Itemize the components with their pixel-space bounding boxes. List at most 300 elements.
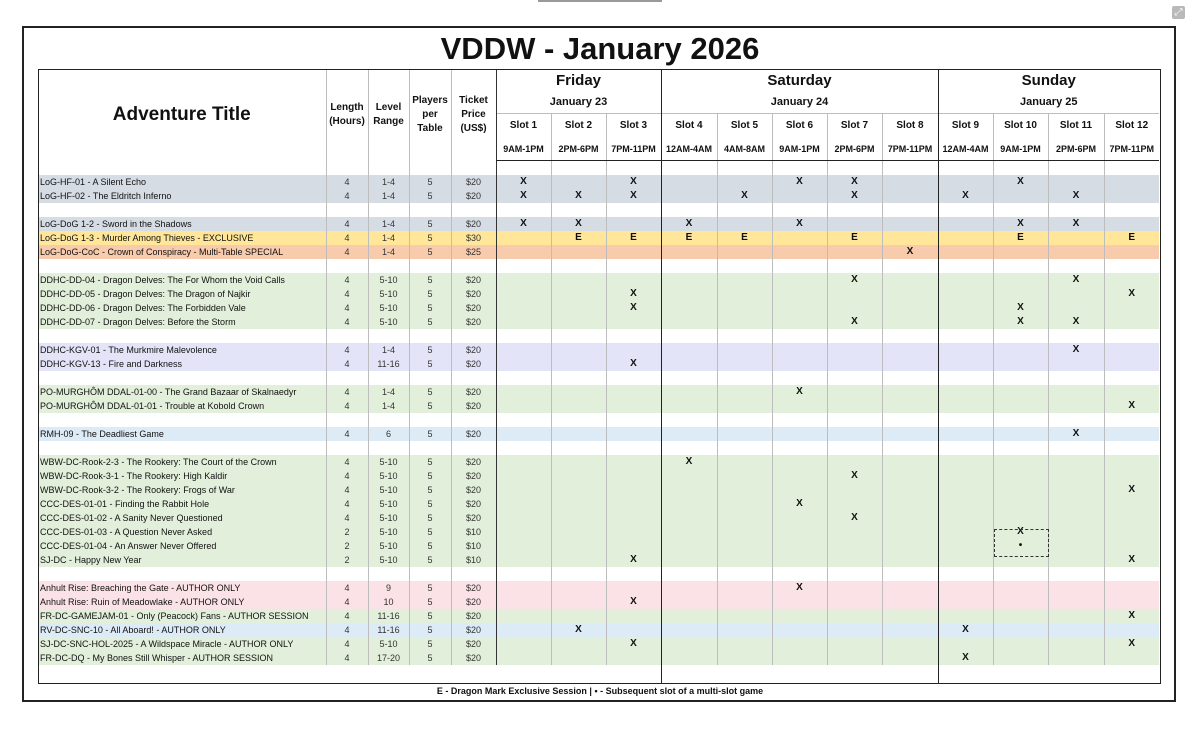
adventure-row[interactable] [38,553,1159,567]
slot-cell[interactable] [717,287,772,301]
slot-cell[interactable] [993,553,1048,567]
slot-cell[interactable] [827,287,882,301]
slot-cell[interactable]: X [1104,483,1159,497]
slot-cell[interactable] [1048,357,1104,371]
slot-cell[interactable] [551,273,606,287]
slot-cell[interactable] [661,343,717,357]
slot-cell[interactable] [496,301,551,315]
adventure-row[interactable] [38,609,1159,623]
slot-cell[interactable]: X [993,175,1048,189]
slot-cell[interactable] [772,357,827,371]
slot-cell[interactable] [717,651,772,665]
slot-cell[interactable] [827,637,882,651]
slot-cell[interactable] [717,595,772,609]
slot-cell[interactable] [661,483,717,497]
slot-cell[interactable]: X [938,623,993,637]
slot-cell[interactable] [1104,301,1159,315]
slot-cell[interactable] [772,595,827,609]
slot-cell[interactable]: X [606,189,661,203]
slot-cell[interactable] [827,595,882,609]
slot-cell[interactable] [661,581,717,595]
slot-cell[interactable] [717,623,772,637]
adventure-row[interactable] [38,455,1159,469]
slot-cell[interactable] [606,315,661,329]
slot-cell[interactable] [606,343,661,357]
slot-cell[interactable] [1048,385,1104,399]
slot-cell[interactable] [717,483,772,497]
slot-cell[interactable]: X [1048,273,1104,287]
slot-cell[interactable] [938,273,993,287]
slot-cell[interactable] [1104,595,1159,609]
slot-cell[interactable] [1048,469,1104,483]
slot-cell[interactable] [661,497,717,511]
slot-cell[interactable] [717,497,772,511]
slot-cell[interactable] [772,651,827,665]
slot-cell[interactable] [827,497,882,511]
slot-cell[interactable]: X [772,385,827,399]
slot-cell[interactable] [717,315,772,329]
slot-cell[interactable] [1048,651,1104,665]
slot-cell[interactable]: X [1048,189,1104,203]
slot-cell[interactable] [772,511,827,525]
slot-cell[interactable]: X [882,245,938,259]
slot-cell[interactable] [882,217,938,231]
slot-cell[interactable] [938,455,993,469]
adventure-row[interactable] [38,245,1159,259]
slot-cell[interactable] [882,651,938,665]
slot-cell[interactable] [551,497,606,511]
slot-cell[interactable]: X [1048,315,1104,329]
slot-cell[interactable] [717,217,772,231]
slot-cell[interactable] [551,483,606,497]
slot-cell[interactable] [993,483,1048,497]
slot-cell[interactable]: X [606,637,661,651]
slot-cell[interactable] [1048,399,1104,413]
slot-cell[interactable] [661,539,717,553]
slot-cell[interactable] [993,427,1048,441]
adventure-row[interactable] [38,189,1159,203]
slot-cell[interactable] [1048,301,1104,315]
slot-cell[interactable] [827,385,882,399]
slot-cell[interactable] [938,637,993,651]
slot-cell[interactable] [1048,539,1104,553]
slot-cell[interactable] [1104,581,1159,595]
slot-cell[interactable] [938,399,993,413]
slot-cell[interactable] [606,651,661,665]
slot-cell[interactable]: X [993,315,1048,329]
slot-cell[interactable]: X [827,315,882,329]
slot-cell[interactable] [1048,581,1104,595]
slot-cell[interactable] [882,231,938,245]
slot-cell[interactable] [551,553,606,567]
slot-cell[interactable] [1104,623,1159,637]
slot-cell[interactable]: E [551,231,606,245]
slot-cell[interactable] [827,581,882,595]
slot-cell[interactable] [496,581,551,595]
slot-cell[interactable] [993,637,1048,651]
slot-cell[interactable]: X [772,217,827,231]
slot-cell[interactable] [1104,539,1159,553]
slot-cell[interactable] [993,399,1048,413]
slot-cell[interactable] [882,343,938,357]
slot-cell[interactable] [496,399,551,413]
slot-cell[interactable] [1104,273,1159,287]
slot-cell[interactable] [606,385,661,399]
adventure-row[interactable] [38,637,1159,651]
slot-cell[interactable] [827,301,882,315]
adventure-row[interactable] [38,595,1159,609]
slot-cell[interactable] [606,399,661,413]
slot-cell[interactable] [661,189,717,203]
slot-cell[interactable] [1048,287,1104,301]
slot-cell[interactable] [551,245,606,259]
slot-cell[interactable]: X [1048,343,1104,357]
slot-cell[interactable] [938,385,993,399]
slot-cell[interactable] [717,637,772,651]
slot-cell[interactable]: X [993,301,1048,315]
slot-cell[interactable] [551,357,606,371]
slot-cell[interactable] [606,427,661,441]
slot-cell[interactable] [606,609,661,623]
slot-cell[interactable] [551,511,606,525]
slot-cell[interactable] [496,637,551,651]
slot-cell[interactable] [882,511,938,525]
slot-cell[interactable] [496,385,551,399]
slot-cell[interactable] [551,651,606,665]
slot-cell[interactable] [606,539,661,553]
slot-cell[interactable]: X [827,469,882,483]
slot-cell[interactable]: E [717,231,772,245]
slot-cell[interactable] [993,385,1048,399]
adventure-row[interactable] [38,623,1159,637]
slot-cell[interactable] [772,315,827,329]
slot-cell[interactable] [551,399,606,413]
slot-cell[interactable] [827,245,882,259]
slot-cell[interactable] [661,427,717,441]
slot-cell[interactable] [1048,511,1104,525]
slot-cell[interactable] [772,287,827,301]
slot-cell[interactable] [938,525,993,539]
slot-cell[interactable] [827,623,882,637]
slot-cell[interactable] [993,469,1048,483]
slot-cell[interactable] [1104,427,1159,441]
slot-cell[interactable]: X [1104,637,1159,651]
slot-cell[interactable]: X [606,357,661,371]
slot-cell[interactable] [661,595,717,609]
slot-cell[interactable] [661,175,717,189]
slot-cell[interactable] [938,427,993,441]
slot-cell[interactable] [772,539,827,553]
slot-cell[interactable] [772,231,827,245]
slot-cell[interactable] [1104,217,1159,231]
adventure-row[interactable] [38,217,1159,231]
slot-cell[interactable] [606,525,661,539]
adventure-row[interactable] [38,301,1159,315]
slot-cell[interactable] [496,287,551,301]
slot-cell[interactable] [661,287,717,301]
slot-cell[interactable] [938,581,993,595]
slot-cell[interactable] [661,511,717,525]
adventure-row[interactable] [38,525,1159,539]
slot-cell[interactable] [938,483,993,497]
slot-cell[interactable] [496,553,551,567]
slot-cell[interactable] [882,427,938,441]
slot-cell[interactable] [882,273,938,287]
slot-cell[interactable]: X [551,217,606,231]
slot-cell[interactable] [661,273,717,287]
slot-cell[interactable]: X [551,189,606,203]
slot-cell[interactable] [661,525,717,539]
slot-cell[interactable] [496,315,551,329]
slot-cell[interactable] [938,301,993,315]
slot-cell[interactable] [772,553,827,567]
slot-cell[interactable] [606,217,661,231]
slot-cell[interactable] [661,315,717,329]
slot-cell[interactable] [551,385,606,399]
slot-cell[interactable] [717,581,772,595]
slot-cell[interactable] [1048,497,1104,511]
slot-cell[interactable] [1104,343,1159,357]
slot-cell[interactable] [882,175,938,189]
slot-cell[interactable] [551,343,606,357]
slot-cell[interactable] [1048,455,1104,469]
slot-cell[interactable]: X [1104,609,1159,623]
slot-cell[interactable] [551,595,606,609]
slot-cell[interactable] [993,651,1048,665]
slot-cell[interactable] [717,427,772,441]
slot-cell[interactable] [1104,315,1159,329]
slot-cell[interactable] [993,609,1048,623]
slot-cell[interactable]: X [717,189,772,203]
slot-cell[interactable] [717,245,772,259]
slot-cell[interactable] [993,273,1048,287]
slot-cell[interactable] [717,525,772,539]
slot-cell[interactable] [882,497,938,511]
slot-cell[interactable] [993,357,1048,371]
slot-cell[interactable]: X [1104,399,1159,413]
slot-cell[interactable] [882,581,938,595]
slot-cell[interactable]: X [606,553,661,567]
slot-cell[interactable] [772,273,827,287]
slot-cell[interactable] [717,357,772,371]
slot-cell[interactable] [1104,469,1159,483]
slot-cell[interactable] [1048,623,1104,637]
slot-cell[interactable] [1104,357,1159,371]
slot-cell[interactable] [717,469,772,483]
adventure-row[interactable] [38,651,1159,665]
slot-cell[interactable]: X [993,217,1048,231]
slot-cell[interactable] [496,483,551,497]
slot-cell[interactable] [882,357,938,371]
slot-cell[interactable] [882,385,938,399]
slot-cell[interactable] [661,245,717,259]
slot-cell[interactable] [496,651,551,665]
slot-cell[interactable] [717,175,772,189]
adventure-row[interactable] [38,231,1159,245]
slot-cell[interactable] [551,581,606,595]
slot-cell[interactable] [551,637,606,651]
slot-cell[interactable] [772,301,827,315]
slot-cell[interactable] [496,245,551,259]
slot-cell[interactable] [882,539,938,553]
slot-cell[interactable] [827,525,882,539]
slot-cell[interactable] [661,469,717,483]
slot-cell[interactable] [882,595,938,609]
slot-cell[interactable] [1104,385,1159,399]
slot-cell[interactable] [882,553,938,567]
slot-cell[interactable] [882,637,938,651]
slot-cell[interactable] [661,637,717,651]
slot-cell[interactable] [772,427,827,441]
slot-cell[interactable] [661,301,717,315]
slot-cell[interactable]: X [1104,287,1159,301]
adventure-row[interactable] [38,357,1159,371]
slot-cell[interactable] [606,469,661,483]
slot-cell[interactable] [496,609,551,623]
slot-cell[interactable] [717,273,772,287]
slot-cell[interactable] [938,231,993,245]
slot-cell[interactable] [606,497,661,511]
adventure-row[interactable] [38,511,1159,525]
slot-cell[interactable] [772,343,827,357]
slot-cell[interactable] [1104,511,1159,525]
slot-cell[interactable] [938,595,993,609]
slot-cell[interactable] [717,301,772,315]
slot-cell[interactable] [993,511,1048,525]
slot-cell[interactable] [827,343,882,357]
slot-cell[interactable] [496,623,551,637]
slot-cell[interactable] [772,469,827,483]
slot-cell[interactable] [938,175,993,189]
slot-cell[interactable] [551,469,606,483]
slot-cell[interactable] [993,343,1048,357]
slot-cell[interactable] [551,455,606,469]
slot-cell[interactable] [551,539,606,553]
slot-cell[interactable] [606,455,661,469]
slot-cell[interactable] [551,175,606,189]
slot-cell[interactable]: X [496,175,551,189]
slot-cell[interactable]: X [827,189,882,203]
slot-cell[interactable] [772,525,827,539]
adventure-row[interactable] [38,287,1159,301]
slot-cell[interactable] [938,343,993,357]
slot-cell[interactable] [993,581,1048,595]
slot-cell[interactable] [938,609,993,623]
slot-cell[interactable] [496,427,551,441]
slot-cell[interactable] [1048,609,1104,623]
slot-cell[interactable] [938,245,993,259]
slot-cell[interactable]: X [993,525,1048,539]
slot-cell[interactable] [938,469,993,483]
slot-cell[interactable] [661,385,717,399]
slot-cell[interactable] [496,511,551,525]
slot-cell[interactable] [882,623,938,637]
adventure-row[interactable] [38,315,1159,329]
slot-cell[interactable] [1104,497,1159,511]
adventure-row[interactable] [38,273,1159,287]
slot-cell[interactable] [496,455,551,469]
slot-cell[interactable] [496,273,551,287]
slot-cell[interactable] [882,399,938,413]
slot-cell[interactable]: X [661,455,717,469]
slot-cell[interactable] [1048,525,1104,539]
slot-cell[interactable]: X [496,189,551,203]
slot-cell[interactable] [551,301,606,315]
slot-cell[interactable]: X [772,175,827,189]
slot-cell[interactable]: X [606,175,661,189]
slot-cell[interactable] [661,399,717,413]
slot-cell[interactable] [551,287,606,301]
slot-cell[interactable] [661,609,717,623]
slot-cell[interactable] [1048,245,1104,259]
slot-cell[interactable]: X [661,217,717,231]
slot-cell[interactable] [993,455,1048,469]
slot-cell[interactable] [772,399,827,413]
slot-cell[interactable]: X [1104,553,1159,567]
slot-cell[interactable] [551,315,606,329]
slot-cell[interactable] [661,357,717,371]
slot-cell[interactable]: E [661,231,717,245]
slot-cell[interactable] [827,427,882,441]
adventure-row[interactable] [38,175,1159,189]
slot-cell[interactable] [496,343,551,357]
slot-cell[interactable] [827,217,882,231]
slot-cell[interactable]: X [827,175,882,189]
slot-cell[interactable] [496,525,551,539]
slot-cell[interactable] [827,651,882,665]
slot-cell[interactable] [882,525,938,539]
slot-cell[interactable] [882,469,938,483]
slot-cell[interactable] [827,357,882,371]
slot-cell[interactable] [551,609,606,623]
slot-cell[interactable] [827,455,882,469]
slot-cell[interactable] [1048,637,1104,651]
slot-cell[interactable] [938,287,993,301]
slot-cell[interactable] [772,189,827,203]
slot-cell[interactable] [717,399,772,413]
slot-cell[interactable] [1048,483,1104,497]
slot-cell[interactable] [993,595,1048,609]
adventure-row[interactable] [38,539,1159,553]
slot-cell[interactable] [827,539,882,553]
slot-cell[interactable] [1104,175,1159,189]
adventure-row[interactable] [38,469,1159,483]
adventure-row[interactable] [38,497,1159,511]
slot-cell[interactable] [606,483,661,497]
adventure-row[interactable] [38,399,1159,413]
slot-cell[interactable] [938,553,993,567]
slot-cell[interactable] [938,357,993,371]
slot-cell[interactable] [772,609,827,623]
slot-cell[interactable] [938,497,993,511]
slot-cell[interactable] [772,245,827,259]
slot-cell[interactable] [1048,231,1104,245]
slot-cell[interactable] [606,273,661,287]
adventure-row[interactable] [38,385,1159,399]
slot-cell[interactable] [882,315,938,329]
slot-cell[interactable] [661,623,717,637]
slot-cell[interactable] [1048,595,1104,609]
slot-cell[interactable] [606,511,661,525]
slot-cell[interactable] [1104,455,1159,469]
slot-cell[interactable] [1104,245,1159,259]
slot-cell[interactable] [1104,189,1159,203]
slot-cell[interactable] [1048,175,1104,189]
slot-cell[interactable] [882,189,938,203]
slot-cell[interactable]: X [606,287,661,301]
slot-cell[interactable] [496,595,551,609]
slot-cell[interactable] [882,609,938,623]
